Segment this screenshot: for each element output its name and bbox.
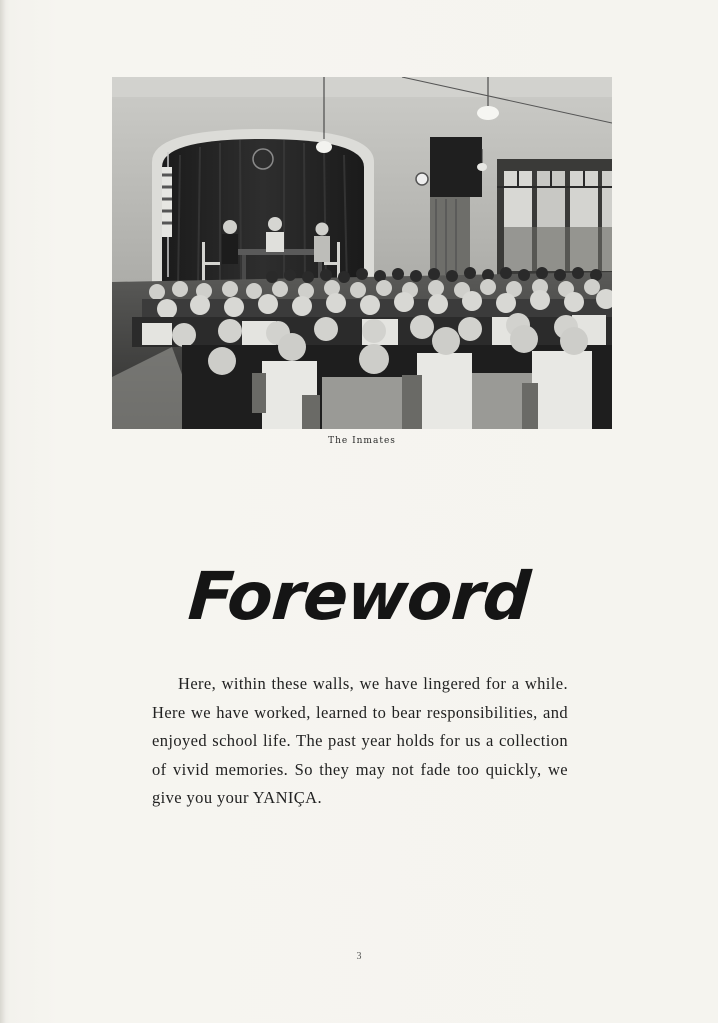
page-number: 3	[356, 951, 362, 962]
page-title: Foreword	[185, 558, 533, 635]
page-spine-shadow	[0, 0, 6, 1023]
photo-caption: The Inmates	[328, 436, 396, 446]
auditorium-photo	[112, 77, 612, 429]
foreword-paragraph: Here, within these walls, we have lingered for a while. Here we have worked, learned to bear responsibilities, and enjoyed school life. The past year holds for us a collection of vivid memories. So they may not fade too quickly, we give you your YANIÇA.	[152, 674, 568, 807]
